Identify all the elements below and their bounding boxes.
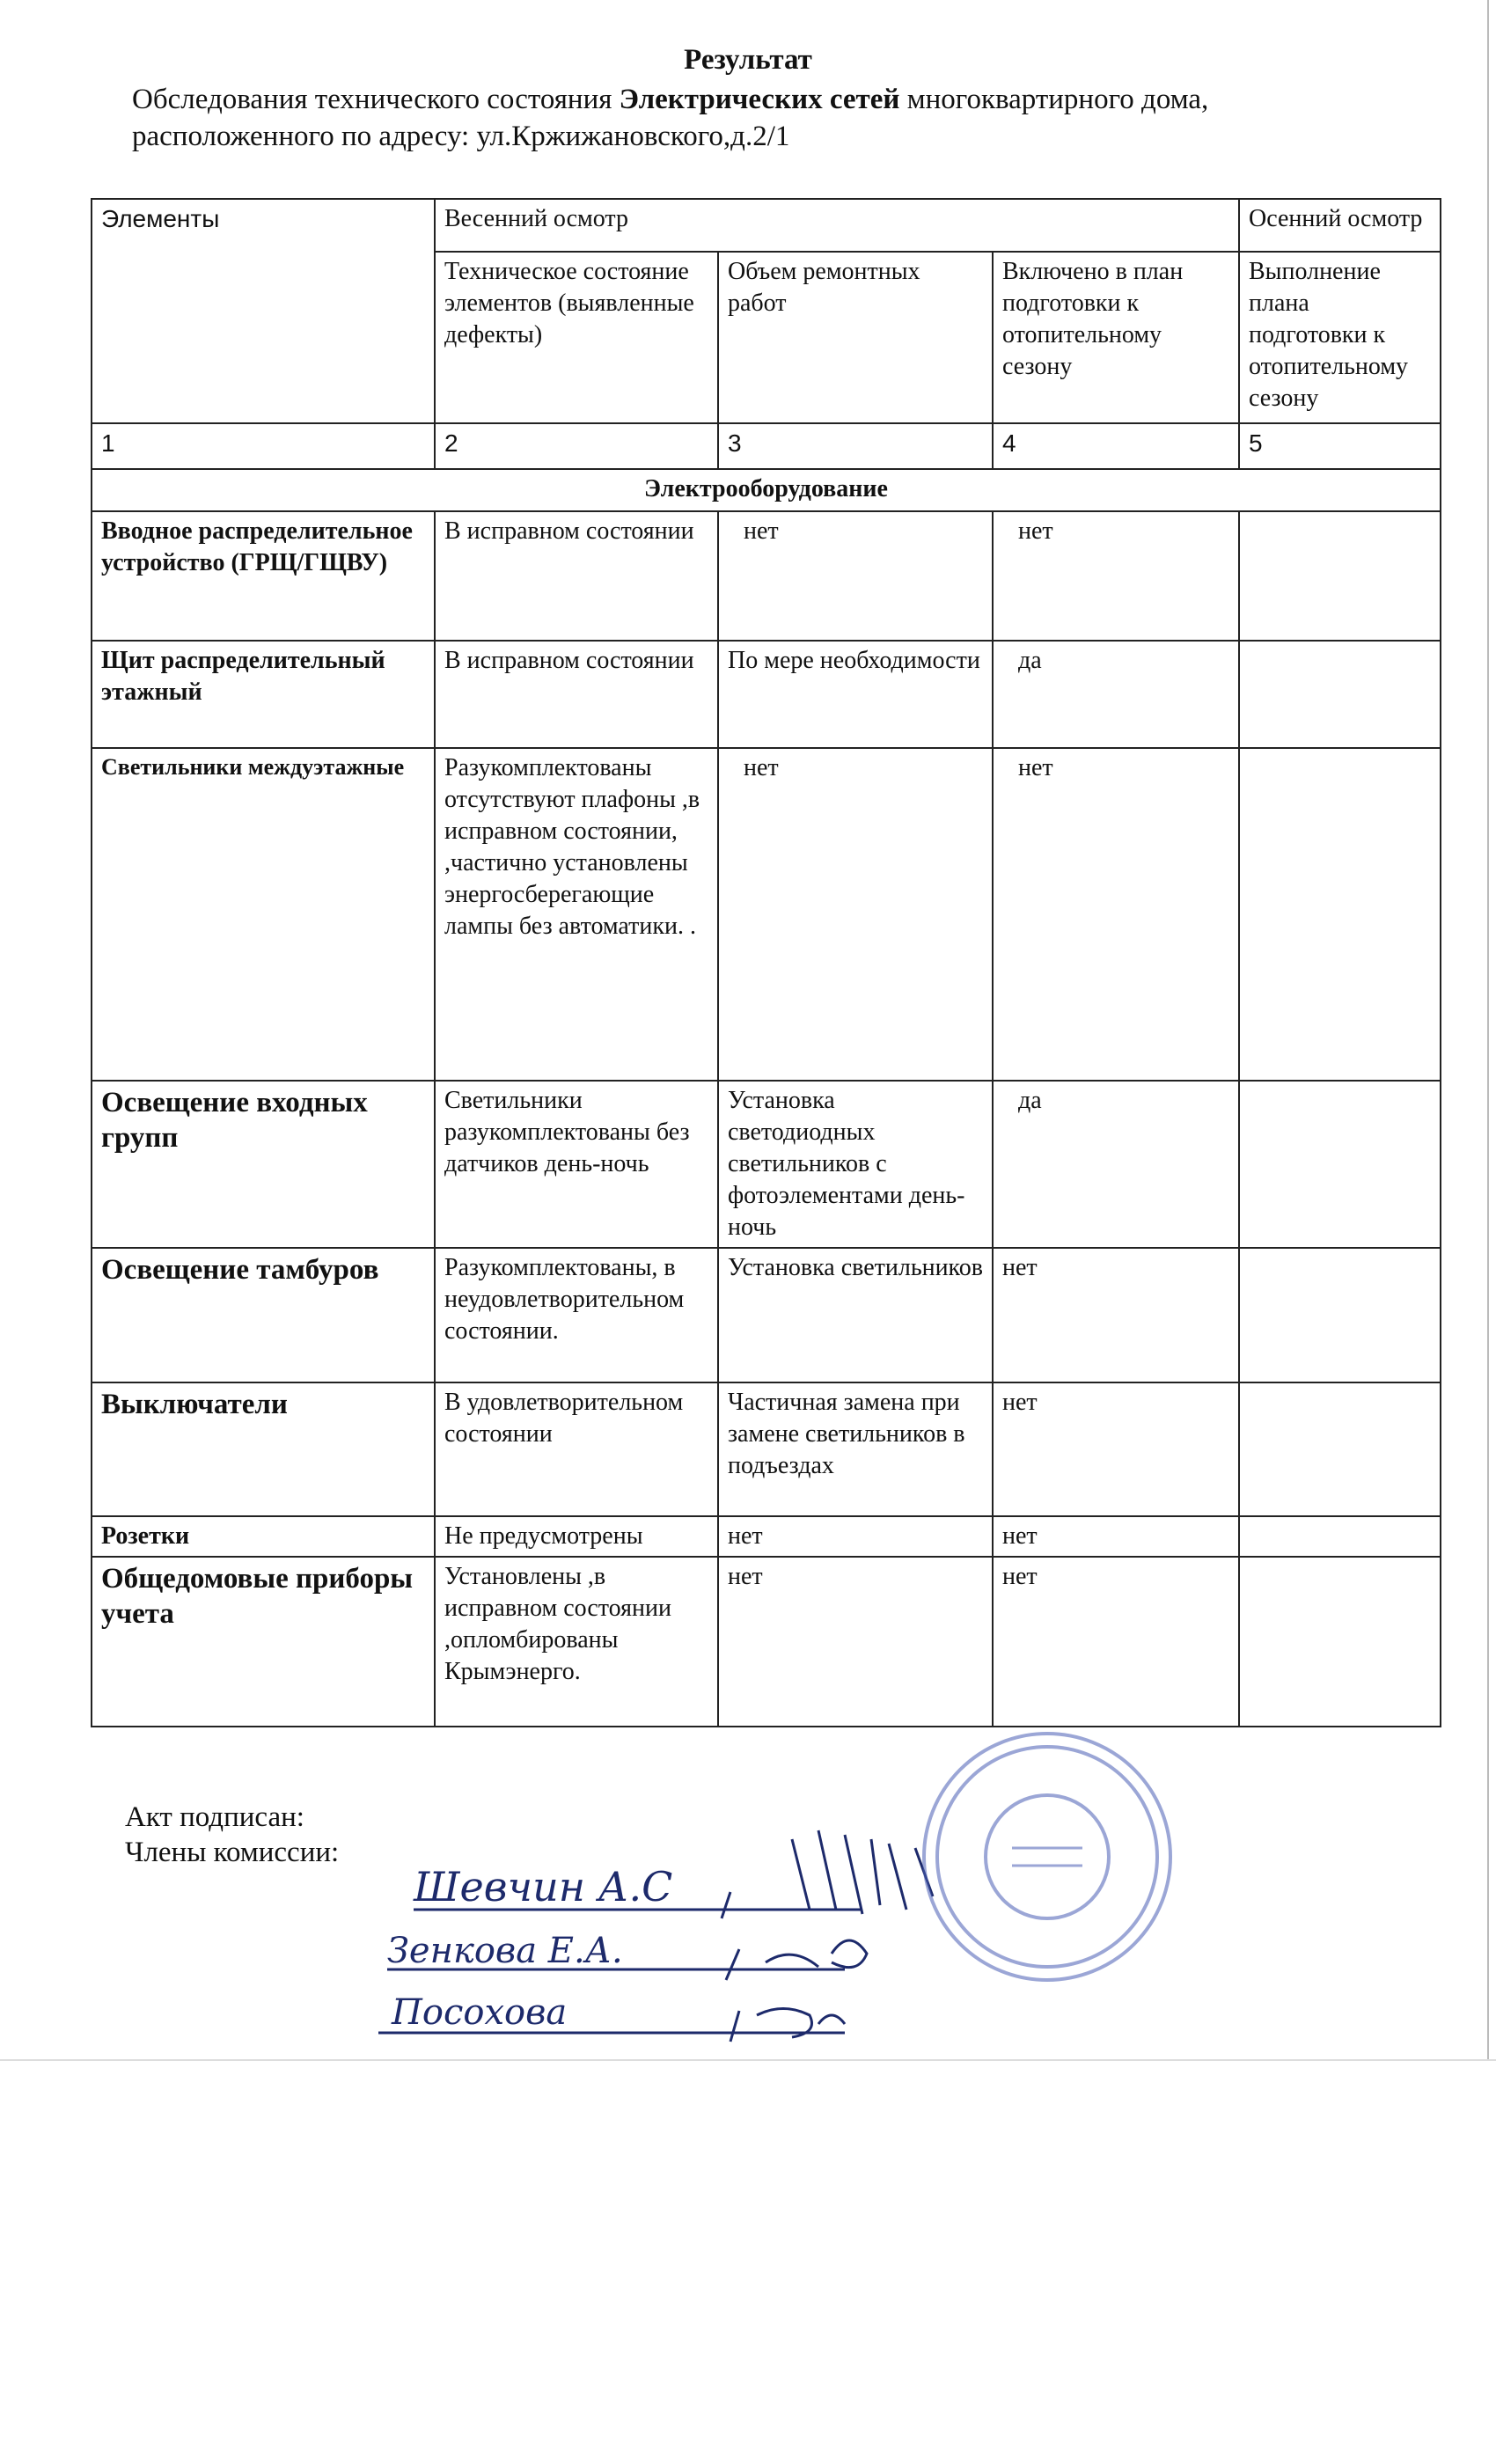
row-work: нет bbox=[718, 748, 993, 1081]
row-work: Установка светодиодных светильников с фотоэлементами день-ночь bbox=[718, 1081, 993, 1248]
header-elements: Элементы bbox=[92, 199, 435, 423]
row-done bbox=[1239, 1516, 1441, 1557]
row-condition: В исправном состоянии bbox=[435, 511, 718, 641]
row-plan: нет bbox=[993, 1516, 1239, 1557]
row-element: Освещение тамбуров bbox=[92, 1248, 435, 1382]
row-condition: Установлены ,в исправном состоянии ,опломбированы Крымэнерго. bbox=[435, 1557, 718, 1727]
row-done bbox=[1239, 511, 1441, 641]
header-autumn: Осенний осмотр bbox=[1239, 199, 1441, 252]
row-plan: нет bbox=[993, 1557, 1239, 1727]
row-plan: да bbox=[993, 1081, 1239, 1248]
inspection-table bbox=[91, 198, 1441, 1727]
col-number: 1 bbox=[92, 423, 435, 469]
subtitle-part1: Обследования технического состояния bbox=[132, 84, 620, 115]
row-element: Светильники междуэтажные bbox=[92, 748, 435, 1081]
row-element: Освещение входных групп bbox=[92, 1081, 435, 1248]
numbers-row bbox=[92, 423, 1441, 469]
row-work: нет bbox=[718, 511, 993, 641]
row-done bbox=[1239, 1557, 1441, 1727]
row-plan: нет bbox=[993, 1382, 1239, 1516]
signature-2: Зенкова Е.А. bbox=[387, 1931, 623, 1971]
row-done bbox=[1239, 1248, 1441, 1382]
row-work: нет bbox=[718, 1557, 993, 1727]
header-row-1 bbox=[92, 199, 1441, 252]
table-row bbox=[92, 1081, 1441, 1248]
row-plan: нет bbox=[993, 1248, 1239, 1382]
row-element: Вводное распределительное устройство (ГРЩ/ГЩВУ) bbox=[92, 511, 435, 641]
signature-scribble bbox=[766, 1940, 867, 1968]
row-work: Частичная замена при замене светильников в подъездах bbox=[718, 1382, 993, 1516]
subtitle-part2: многоквартирного дома, bbox=[899, 84, 1209, 115]
commission-members-label: Члены комиссии: bbox=[125, 1837, 340, 1868]
row-done bbox=[1239, 641, 1441, 748]
row-work: По мере необходимости bbox=[718, 641, 993, 748]
table-row bbox=[92, 511, 1441, 641]
row-condition: В удовлетворительном состоянии bbox=[435, 1382, 718, 1516]
table-row bbox=[92, 748, 1441, 1081]
row-element: Щит распределительный этажный bbox=[92, 641, 435, 748]
section-title: Электрооборудование bbox=[92, 469, 1441, 511]
page-edge-bottom bbox=[0, 2059, 1496, 2061]
act-signed-label: Акт подписан: bbox=[125, 1801, 304, 1833]
table-row bbox=[92, 1516, 1441, 1557]
header-col3: Объем ремонтных работ bbox=[718, 252, 993, 423]
header-col2: Техническое состояние элементов (выявленные дефекты) bbox=[435, 252, 718, 423]
col-number: 2 bbox=[435, 423, 718, 469]
row-plan: нет bbox=[993, 511, 1239, 641]
row-plan: нет bbox=[993, 748, 1239, 1081]
col-number: 5 bbox=[1239, 423, 1441, 469]
section-row bbox=[92, 469, 1441, 511]
subtitle-line2: расположенного по адресу: ул.Кржижановского,д.2/1 bbox=[132, 121, 790, 152]
table-row bbox=[92, 1557, 1441, 1727]
document-subtitle bbox=[132, 81, 1452, 155]
row-plan: да bbox=[993, 641, 1239, 748]
header-spring: Весенний осмотр bbox=[435, 199, 1239, 252]
row-element: Розетки bbox=[92, 1516, 435, 1557]
row-done bbox=[1239, 1382, 1441, 1516]
row-element: Общедомовые приборы учета bbox=[92, 1557, 435, 1727]
page-edge-right bbox=[1487, 0, 1489, 2059]
row-work: Установка светильников bbox=[718, 1248, 993, 1382]
row-condition: В исправном состоянии bbox=[435, 641, 718, 748]
signature-scribble bbox=[792, 1830, 933, 1914]
row-done bbox=[1239, 1081, 1441, 1248]
row-work: нет bbox=[718, 1516, 993, 1557]
col-number: 4 bbox=[993, 423, 1239, 469]
row-condition: Светильники разукомплектованы без датчиков день-ночь bbox=[435, 1081, 718, 1248]
footer bbox=[125, 1800, 339, 1870]
signature-3: Посохова bbox=[392, 1992, 568, 2033]
document-title: Результат bbox=[684, 44, 812, 76]
round-stamp bbox=[915, 1725, 1179, 1989]
row-done bbox=[1239, 748, 1441, 1081]
col-number: 3 bbox=[718, 423, 993, 469]
table-row bbox=[92, 641, 1441, 748]
row-condition: Не предусмотрены bbox=[435, 1516, 718, 1557]
signature-separator bbox=[722, 1892, 739, 2042]
row-condition: Разукомплектованы отсутствуют плафоны ,в исправном состоянии, ,частично установлены энергосберегающие лампы без автоматики. . bbox=[435, 748, 718, 1081]
table-row bbox=[92, 1248, 1441, 1382]
subtitle-bold: Электрических сетей bbox=[619, 84, 900, 115]
table-row bbox=[92, 1382, 1441, 1516]
row-element: Выключатели bbox=[92, 1382, 435, 1516]
signature-1: Шевчин А.С bbox=[414, 1863, 673, 1910]
header-col5: Выполнение плана подготовки к отопительному сезону bbox=[1239, 252, 1441, 423]
header-col4: Включено в план подготовки к отопительному сезону bbox=[993, 252, 1239, 423]
row-condition: Разукомплектованы, в неудовлетворительном состоянии. bbox=[435, 1248, 718, 1382]
